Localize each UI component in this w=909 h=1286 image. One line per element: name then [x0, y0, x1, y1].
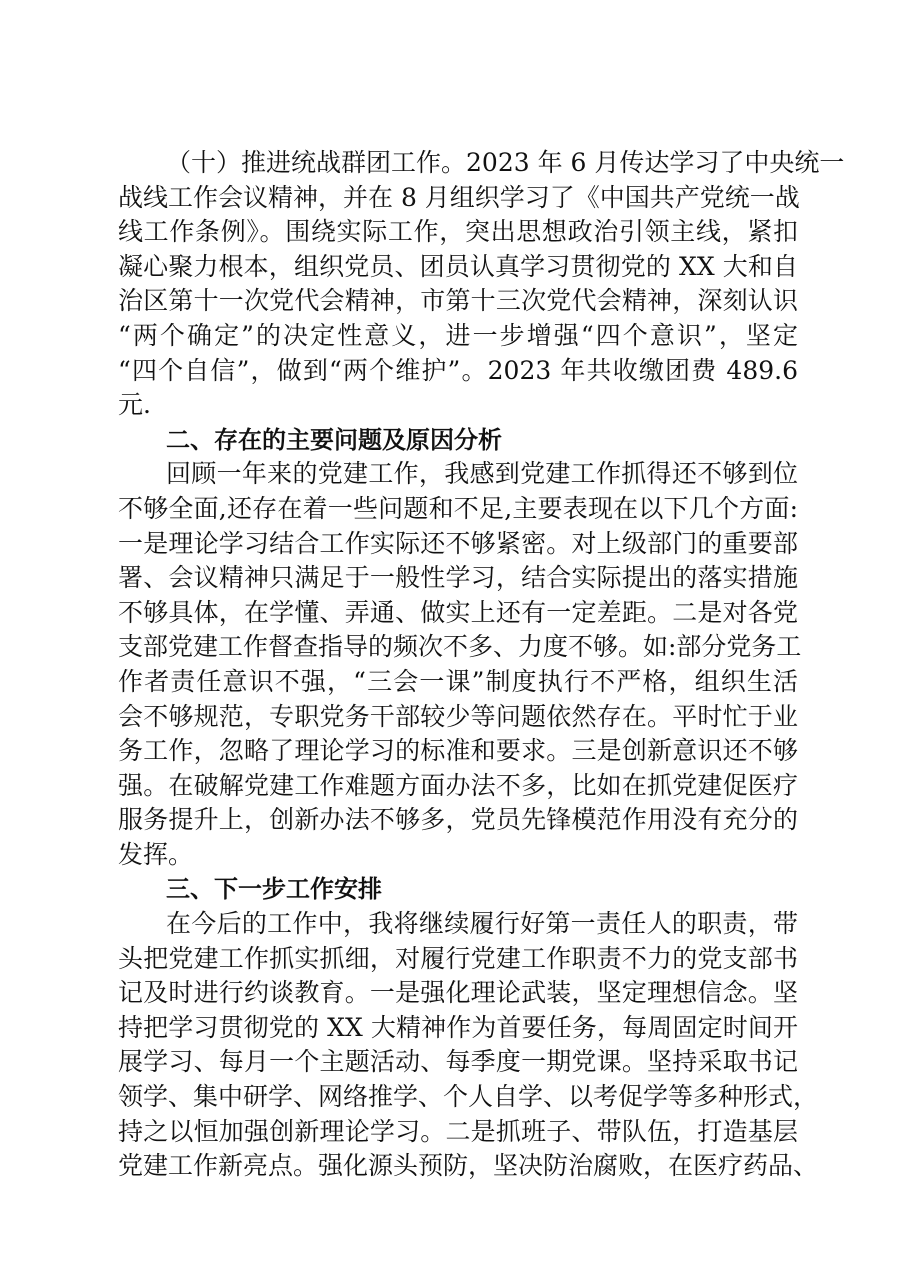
text-line: （十）推进统战群团工作。2023 年 6 月传达学习了中央统一 [166, 148, 845, 177]
text-line: “两个确定”的决定性意义，进一步增强“四个意识”，坚定 [118, 320, 798, 350]
text-line: 一是理论学习结合工作实际还不够紧密。对上级部门的重要部 [118, 528, 798, 558]
text-line: 元. [118, 390, 151, 420]
document-body [118, 146, 845, 1184]
text-line: 线工作条例》。围绕实际工作，突出思想政治引领主线，紧扣 [118, 217, 798, 247]
text-line: 回顾一年来的党建工作，我感到党建工作抓得还不够到位 [166, 459, 798, 489]
text-line: “四个自信”，做到“两个维护”。2023 年共收缴团费 489.6 [118, 355, 798, 385]
text-line: 发挥。 [118, 839, 194, 869]
text-line: 会不够规范，专职党务干部较少等问题依然存在。平时忙于业 [118, 701, 798, 731]
text-line: 持之以恒加强创新理论学习。二是抓班子、带队伍，打造基层 [118, 1116, 798, 1146]
text-line: 支部党建工作督查指导的频次不多、力度不够。如:部分党务工 [118, 632, 802, 662]
text-line: 持把学习贯彻党的 XX 大精神作为首要任务，每周固定时间开 [118, 1012, 798, 1042]
text-line: 记及时进行约谈教育。一是强化理论武装，坚定理想信念。坚 [118, 978, 798, 1008]
text-line: 领学、集中研学、网络推学、个人自学、以考促学等多种形式， [118, 1082, 819, 1112]
text-line: 署、会议精神只满足于一般性学习，结合实际提出的落实措施 [118, 563, 798, 593]
text-line: 务工作，忽略了理论学习的标准和要求。三是创新意识还不够 [118, 736, 798, 766]
body-paragraph [118, 907, 819, 1184]
text-line: 头把党建工作抓实抓细，对履行党建工作职责不力的党支部书 [118, 943, 798, 973]
text-line: 服务提升上，创新办法不够多，党员先锋模范作用没有充分的 [118, 805, 798, 835]
text-line: 不够全面,还存在着一些问题和不足,主要表现在以下几个方面: [118, 493, 798, 523]
text-line: 凝心聚力根本，组织党员、团员认真学习贯彻党的 XX 大和自 [118, 251, 798, 281]
body-paragraph [118, 146, 845, 423]
text-line: 在今后的工作中，我将继续履行好第一责任人的职责，带 [166, 909, 798, 939]
section-heading [118, 872, 798, 907]
heading-text: 二、存在的主要问题及原因分析 [166, 425, 502, 454]
section-heading [118, 423, 798, 458]
text-line: 党建工作新亮点。强化源头预防，坚决防治腐败，在医疗药品、 [118, 1151, 819, 1181]
text-line: 治区第十一次党代会精神，市第十三次党代会精神，深刻认识 [118, 286, 798, 316]
text-line: 不够具体，在学懂、弄通、做实上还有一定差距。二是对各党 [118, 597, 798, 627]
text-line: 展学习、每月一个主题活动、每季度一期党课。坚持采取书记 [118, 1047, 798, 1077]
text-line: 强。在破解党建工作难题方面办法不多，比如在抓党建促医疗 [118, 770, 798, 800]
heading-text: 三、下一步工作安排 [166, 875, 382, 904]
body-paragraph [118, 457, 802, 872]
text-line: 战线工作会议精神，并在 8 月组织学习了《中国共产党统一战 [118, 182, 800, 212]
text-line: 作者责任意识不强，“三会一课”制度执行不严格，组织生活 [118, 666, 798, 696]
